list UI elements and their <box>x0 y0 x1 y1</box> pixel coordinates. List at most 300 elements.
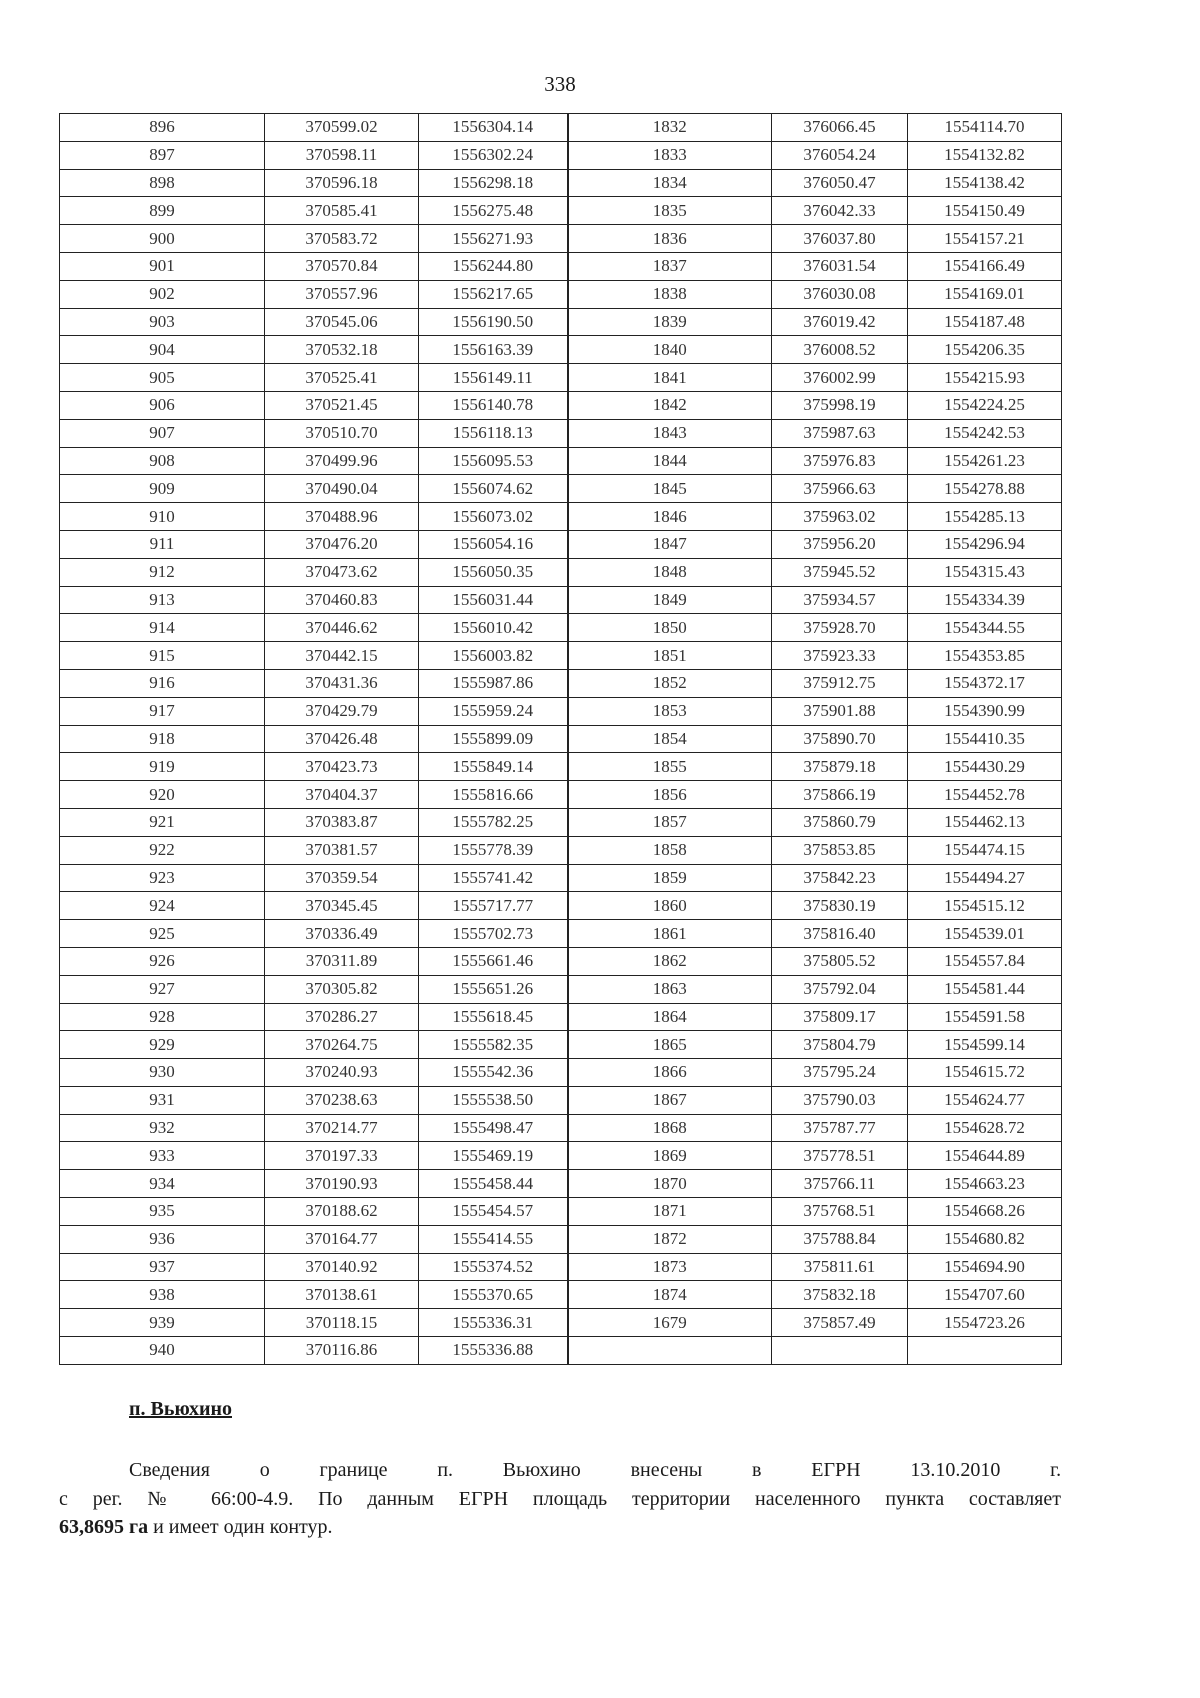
table-cell: 1554285.13 <box>908 503 1062 531</box>
table-cell: 375976.83 <box>772 447 908 475</box>
table-cell: 901 <box>60 252 265 280</box>
table-row <box>60 336 1062 364</box>
table-cell: 928 <box>60 1003 265 1031</box>
table-cell: 1554344.55 <box>908 614 1062 642</box>
table-cell: 913 <box>60 586 265 614</box>
table-cell: 1554452.78 <box>908 781 1062 809</box>
table-cell: 1556275.48 <box>419 197 568 225</box>
table-cell: 915 <box>60 642 265 670</box>
table-cell: 1838 <box>568 280 772 308</box>
table-cell: 370596.18 <box>265 169 419 197</box>
table-cell: 898 <box>60 169 265 197</box>
table-cell: 370429.79 <box>265 697 419 725</box>
table-cell: 1554206.35 <box>908 336 1062 364</box>
table-row <box>60 1225 1062 1253</box>
table-cell: 1555498.47 <box>419 1114 568 1142</box>
table-cell: 927 <box>60 975 265 1003</box>
table-cell: 1832 <box>568 114 772 142</box>
table-cell: 375792.04 <box>772 975 908 1003</box>
paragraph-word: ЕГРН <box>811 1459 861 1481</box>
table-cell: 1864 <box>568 1003 772 1031</box>
paragraph-line-3 <box>59 1513 1061 1542</box>
table-row <box>60 725 1062 753</box>
table-cell <box>772 1337 908 1365</box>
table-cell: 375912.75 <box>772 669 908 697</box>
table-cell: 1851 <box>568 642 772 670</box>
table-row <box>60 141 1062 169</box>
table-cell: 931 <box>60 1086 265 1114</box>
table-cell: 1556054.16 <box>419 530 568 558</box>
table-cell: 1555542.36 <box>419 1059 568 1087</box>
table-cell: 375805.52 <box>772 947 908 975</box>
table-cell: 375842.23 <box>772 864 908 892</box>
section-heading: п. Вьюхино <box>129 1398 232 1420</box>
table-cell: 376002.99 <box>772 364 908 392</box>
table-cell: 1555336.31 <box>419 1309 568 1337</box>
table-cell: 376031.54 <box>772 252 908 280</box>
table-cell: 935 <box>60 1198 265 1226</box>
table-row <box>60 280 1062 308</box>
table-cell: 897 <box>60 141 265 169</box>
table-row <box>60 614 1062 642</box>
table-cell: 1554114.70 <box>908 114 1062 142</box>
table-cell: 903 <box>60 308 265 336</box>
table-cell: 370583.72 <box>265 225 419 253</box>
table-cell: 1554707.60 <box>908 1281 1062 1309</box>
table-row <box>60 1198 1062 1226</box>
table-cell: 376008.52 <box>772 336 908 364</box>
table-cell: 1556244.80 <box>419 252 568 280</box>
table-cell: 1554390.99 <box>908 697 1062 725</box>
table-cell <box>568 1337 772 1365</box>
table-row <box>60 781 1062 809</box>
table-cell: 1554372.17 <box>908 669 1062 697</box>
table-cell: 370499.96 <box>265 447 419 475</box>
table-cell: 370138.61 <box>265 1281 419 1309</box>
table-cell: 370426.48 <box>265 725 419 753</box>
table-cell: 1844 <box>568 447 772 475</box>
table-cell: 1554166.49 <box>908 252 1062 280</box>
table-cell: 1834 <box>568 169 772 197</box>
table-row <box>60 169 1062 197</box>
table-row <box>60 391 1062 419</box>
table-row <box>60 503 1062 531</box>
table-cell: 1554581.44 <box>908 975 1062 1003</box>
table-row <box>60 975 1062 1003</box>
table-cell: 1852 <box>568 669 772 697</box>
table-cell: 912 <box>60 558 265 586</box>
table-cell: 1555538.50 <box>419 1086 568 1114</box>
paragraph-word: п. <box>437 1459 454 1481</box>
table-row <box>60 530 1062 558</box>
table-cell: 375998.19 <box>772 391 908 419</box>
table-cell: 1555849.14 <box>419 753 568 781</box>
table-cell: 938 <box>60 1281 265 1309</box>
table-cell: 902 <box>60 280 265 308</box>
table-row <box>60 753 1062 781</box>
table-cell <box>908 1337 1062 1365</box>
area-value: 63,8695 га <box>59 1516 149 1538</box>
table-cell: 916 <box>60 669 265 697</box>
table-cell: 1555717.77 <box>419 892 568 920</box>
table-cell: 1839 <box>568 308 772 336</box>
table-cell: 1555987.86 <box>419 669 568 697</box>
table-cell: 370197.33 <box>265 1142 419 1170</box>
table-row <box>60 197 1062 225</box>
table-cell: 1554680.82 <box>908 1225 1062 1253</box>
table-cell: 906 <box>60 391 265 419</box>
table-cell: 1554628.72 <box>908 1114 1062 1142</box>
table-cell: 1868 <box>568 1114 772 1142</box>
table-cell: 1554353.85 <box>908 642 1062 670</box>
table-cell: 1555414.55 <box>419 1225 568 1253</box>
table-cell: 1554694.90 <box>908 1253 1062 1281</box>
table-row <box>60 308 1062 336</box>
table-row <box>60 586 1062 614</box>
table-cell: 1556031.44 <box>419 586 568 614</box>
table-cell: 370446.62 <box>265 614 419 642</box>
table-row <box>60 1309 1062 1337</box>
table-cell: 1854 <box>568 725 772 753</box>
table-cell: 375956.20 <box>772 530 908 558</box>
table-cell: 375811.61 <box>772 1253 908 1281</box>
table-cell: 370383.87 <box>265 808 419 836</box>
table-cell: 1555959.24 <box>419 697 568 725</box>
table-cell: 370190.93 <box>265 1170 419 1198</box>
table-cell: 1556050.35 <box>419 558 568 586</box>
table-cell: 910 <box>60 503 265 531</box>
table-cell: 1859 <box>568 864 772 892</box>
table-row <box>60 475 1062 503</box>
table-cell: 1556298.18 <box>419 169 568 197</box>
table-cell: 370240.93 <box>265 1059 419 1087</box>
table-cell: 370116.86 <box>265 1337 419 1365</box>
table-cell: 376030.08 <box>772 280 908 308</box>
table-cell: 375860.79 <box>772 808 908 836</box>
table-row <box>60 669 1062 697</box>
table-cell: 1555370.65 <box>419 1281 568 1309</box>
table-row <box>60 364 1062 392</box>
table-cell: 1555702.73 <box>419 920 568 948</box>
table-cell: 370557.96 <box>265 280 419 308</box>
table-cell: 896 <box>60 114 265 142</box>
table-cell: 909 <box>60 475 265 503</box>
table-cell: 1855 <box>568 753 772 781</box>
table-cell: 376054.24 <box>772 141 908 169</box>
paragraph-word: внесены <box>630 1459 703 1481</box>
table-row <box>60 225 1062 253</box>
table-cell: 1555651.26 <box>419 975 568 1003</box>
table-cell: 1835 <box>568 197 772 225</box>
table-cell: 1556217.65 <box>419 280 568 308</box>
paragraph-word: г. <box>1050 1459 1062 1481</box>
table-cell: 1857 <box>568 808 772 836</box>
table-cell: 1867 <box>568 1086 772 1114</box>
table-cell: 375816.40 <box>772 920 908 948</box>
table-cell: 1554224.25 <box>908 391 1062 419</box>
table-cell: 1862 <box>568 947 772 975</box>
table-cell: 1556302.24 <box>419 141 568 169</box>
table-row <box>60 1253 1062 1281</box>
table-row <box>60 1031 1062 1059</box>
table-cell: 370442.15 <box>265 642 419 670</box>
table-row <box>60 836 1062 864</box>
table-cell: 370164.77 <box>265 1225 419 1253</box>
table-cell: 375832.18 <box>772 1281 908 1309</box>
table-cell: 1554410.35 <box>908 725 1062 753</box>
table-cell: 1556074.62 <box>419 475 568 503</box>
table-cell: 930 <box>60 1059 265 1087</box>
table-cell: 370598.11 <box>265 141 419 169</box>
table-cell: 1555454.57 <box>419 1198 568 1226</box>
table-cell: 1679 <box>568 1309 772 1337</box>
table-row <box>60 419 1062 447</box>
table-cell: 370140.92 <box>265 1253 419 1281</box>
paragraph-line-2: с рег. № 66:00-4.9. По данным ЕГРН площадь территории населенного пункта составляет <box>59 1487 1061 1510</box>
table-cell: 1858 <box>568 836 772 864</box>
table-cell: 376037.80 <box>772 225 908 253</box>
table-row <box>60 920 1062 948</box>
table-cell: 917 <box>60 697 265 725</box>
table-cell: 1554242.53 <box>908 419 1062 447</box>
table-cell: 375987.63 <box>772 419 908 447</box>
table-cell: 1554315.43 <box>908 558 1062 586</box>
table-cell: 370599.02 <box>265 114 419 142</box>
table-cell: 375963.02 <box>772 503 908 531</box>
table-cell: 1872 <box>568 1225 772 1253</box>
table-cell: 1554169.01 <box>908 280 1062 308</box>
table-row <box>60 642 1062 670</box>
table-cell: 1847 <box>568 530 772 558</box>
table-cell: 375768.51 <box>772 1198 908 1226</box>
table-cell: 1556003.82 <box>419 642 568 670</box>
table-cell: 375790.03 <box>772 1086 908 1114</box>
table-cell: 920 <box>60 781 265 809</box>
table-cell: 1554150.49 <box>908 197 1062 225</box>
table-cell: 1866 <box>568 1059 772 1087</box>
table-cell: 1556118.13 <box>419 419 568 447</box>
table-cell: 1556095.53 <box>419 447 568 475</box>
table-cell: 375928.70 <box>772 614 908 642</box>
table-cell: 375766.11 <box>772 1170 908 1198</box>
table-cell: 1556140.78 <box>419 391 568 419</box>
table-cell: 937 <box>60 1253 265 1281</box>
table-row <box>60 1003 1062 1031</box>
table-cell: 375804.79 <box>772 1031 908 1059</box>
table-cell: 1555582.35 <box>419 1031 568 1059</box>
table-row <box>60 447 1062 475</box>
table-row <box>60 1114 1062 1142</box>
paragraph-word: границе <box>319 1459 388 1481</box>
paragraph-word: Сведения <box>129 1459 210 1481</box>
table-cell: 375857.49 <box>772 1309 908 1337</box>
table-cell: 1848 <box>568 558 772 586</box>
table-cell: 1554624.77 <box>908 1086 1062 1114</box>
table-cell: 1554261.23 <box>908 447 1062 475</box>
table-cell: 1556073.02 <box>419 503 568 531</box>
table-cell: 1554557.84 <box>908 947 1062 975</box>
table-cell: 1836 <box>568 225 772 253</box>
table-cell: 370423.73 <box>265 753 419 781</box>
table-cell: 1556271.93 <box>419 225 568 253</box>
table-cell: 370404.37 <box>265 781 419 809</box>
table-cell: 1840 <box>568 336 772 364</box>
table-cell: 933 <box>60 1142 265 1170</box>
table-cell: 370381.57 <box>265 836 419 864</box>
table-cell: 923 <box>60 864 265 892</box>
table-cell: 1863 <box>568 975 772 1003</box>
table-cell: 929 <box>60 1031 265 1059</box>
table-cell: 1554138.42 <box>908 169 1062 197</box>
table-cell: 914 <box>60 614 265 642</box>
table-cell: 375923.33 <box>772 642 908 670</box>
table-cell: 1554723.26 <box>908 1309 1062 1337</box>
table-cell: 908 <box>60 447 265 475</box>
table-row <box>60 892 1062 920</box>
table-cell: 1555741.42 <box>419 864 568 892</box>
table-cell: 375830.19 <box>772 892 908 920</box>
table-cell: 1556304.14 <box>419 114 568 142</box>
table-cell: 922 <box>60 836 265 864</box>
table-cell: 370336.49 <box>265 920 419 948</box>
table-row <box>60 947 1062 975</box>
table-cell: 1555618.45 <box>419 1003 568 1031</box>
table-cell: 375901.88 <box>772 697 908 725</box>
table-cell: 939 <box>60 1309 265 1337</box>
table-cell: 375934.57 <box>772 586 908 614</box>
table-cell: 1871 <box>568 1198 772 1226</box>
table-cell: 918 <box>60 725 265 753</box>
table-cell: 370488.96 <box>265 503 419 531</box>
table-cell: 1554430.29 <box>908 753 1062 781</box>
table-cell: 934 <box>60 1170 265 1198</box>
table-cell: 370510.70 <box>265 419 419 447</box>
table-cell: 1554215.93 <box>908 364 1062 392</box>
table-cell: 1555661.46 <box>419 947 568 975</box>
table-cell: 1554462.13 <box>908 808 1062 836</box>
table-cell: 375890.70 <box>772 725 908 753</box>
table-cell: 376042.33 <box>772 197 908 225</box>
table-cell: 1865 <box>568 1031 772 1059</box>
section-paragraph <box>59 1456 1061 1542</box>
table-cell: 375853.85 <box>772 836 908 864</box>
table-cell: 370286.27 <box>265 1003 419 1031</box>
table-cell: 925 <box>60 920 265 948</box>
table-cell: 376066.45 <box>772 114 908 142</box>
table-cell: 1853 <box>568 697 772 725</box>
table-row <box>60 864 1062 892</box>
table-cell: 900 <box>60 225 265 253</box>
table-cell: 370345.45 <box>265 892 419 920</box>
table-cell: 1856 <box>568 781 772 809</box>
table-row <box>60 1059 1062 1087</box>
table-cell: 911 <box>60 530 265 558</box>
table-cell: 1555782.25 <box>419 808 568 836</box>
table-cell: 1554474.15 <box>908 836 1062 864</box>
table-cell: 1870 <box>568 1170 772 1198</box>
table-row <box>60 1086 1062 1114</box>
table-cell: 370473.62 <box>265 558 419 586</box>
table-cell: 1555458.44 <box>419 1170 568 1198</box>
table-cell: 921 <box>60 808 265 836</box>
table-cell: 370570.84 <box>265 252 419 280</box>
table-cell: 1874 <box>568 1281 772 1309</box>
table-cell: 1556149.11 <box>419 364 568 392</box>
table-cell: 376050.47 <box>772 169 908 197</box>
table-cell: 919 <box>60 753 265 781</box>
table-cell: 1845 <box>568 475 772 503</box>
table-row <box>60 1170 1062 1198</box>
table-cell: 1843 <box>568 419 772 447</box>
table-cell: 370521.45 <box>265 391 419 419</box>
paragraph-word: Вьюхино <box>502 1459 581 1481</box>
table-cell: 375866.19 <box>772 781 908 809</box>
table-cell: 370476.20 <box>265 530 419 558</box>
table-cell: 1554494.27 <box>908 864 1062 892</box>
table-cell: 375788.84 <box>772 1225 908 1253</box>
table-cell: 370490.04 <box>265 475 419 503</box>
table-cell: 1554668.26 <box>908 1198 1062 1226</box>
table-cell: 370214.77 <box>265 1114 419 1142</box>
table-cell: 936 <box>60 1225 265 1253</box>
table-cell: 1555374.52 <box>419 1253 568 1281</box>
table-row <box>60 1281 1062 1309</box>
table-cell: 1556010.42 <box>419 614 568 642</box>
table-cell: 1842 <box>568 391 772 419</box>
paragraph-word: 13.10.2010 <box>910 1459 1001 1481</box>
table-cell: 1555778.39 <box>419 836 568 864</box>
table-cell: 924 <box>60 892 265 920</box>
table-cell: 1554187.48 <box>908 308 1062 336</box>
table-cell: 907 <box>60 419 265 447</box>
table-cell: 375787.77 <box>772 1114 908 1142</box>
table-cell: 1554515.12 <box>908 892 1062 920</box>
paragraph-word: в <box>752 1459 762 1481</box>
table-cell: 1554615.72 <box>908 1059 1062 1087</box>
table-cell: 1554644.89 <box>908 1142 1062 1170</box>
table-cell: 375945.52 <box>772 558 908 586</box>
table-row <box>60 808 1062 836</box>
table-cell: 1555336.88 <box>419 1337 568 1365</box>
table-cell: 370532.18 <box>265 336 419 364</box>
table-row <box>60 252 1062 280</box>
table-cell: 370188.62 <box>265 1198 419 1226</box>
table-cell: 1555469.19 <box>419 1142 568 1170</box>
paragraph-line-1 <box>59 1456 1061 1485</box>
table-cell: 1555899.09 <box>419 725 568 753</box>
table-cell: 370525.41 <box>265 364 419 392</box>
table-cell: 375879.18 <box>772 753 908 781</box>
table-row <box>60 1337 1062 1365</box>
table-cell: 1869 <box>568 1142 772 1170</box>
table-cell: 1554334.39 <box>908 586 1062 614</box>
table-cell: 1554599.14 <box>908 1031 1062 1059</box>
page-number: 338 <box>544 72 576 96</box>
table-cell: 375778.51 <box>772 1142 908 1170</box>
table-cell: 1556163.39 <box>419 336 568 364</box>
table-cell: 1846 <box>568 503 772 531</box>
table-cell: 370238.63 <box>265 1086 419 1114</box>
table-cell: 1833 <box>568 141 772 169</box>
table-cell: 370460.83 <box>265 586 419 614</box>
table-cell: 904 <box>60 336 265 364</box>
table-cell: 1554278.88 <box>908 475 1062 503</box>
table-cell: 370431.36 <box>265 669 419 697</box>
table-cell: 905 <box>60 364 265 392</box>
table-cell: 370264.75 <box>265 1031 419 1059</box>
table-cell: 932 <box>60 1114 265 1142</box>
table-cell: 375795.24 <box>772 1059 908 1087</box>
